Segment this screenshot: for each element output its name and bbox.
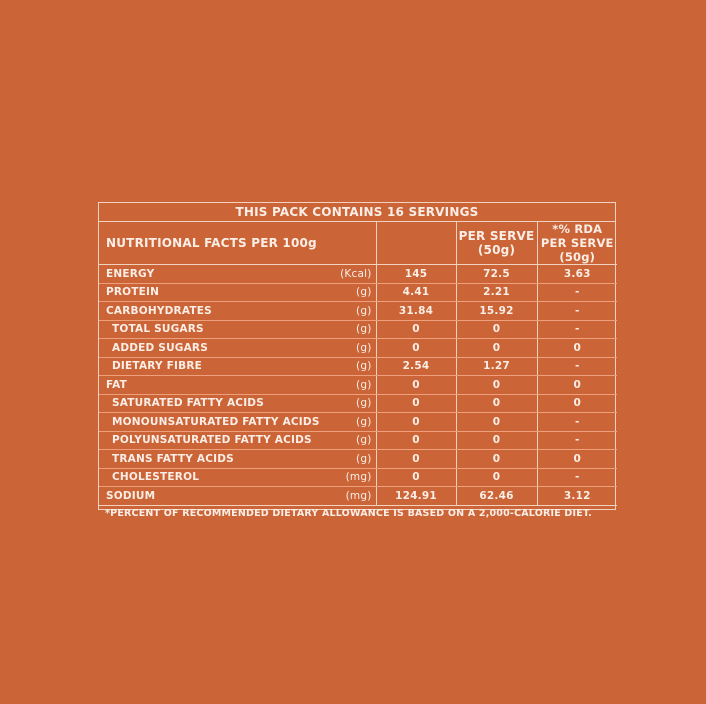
value-rda: -	[537, 302, 617, 321]
value-per-100g: 0	[376, 376, 456, 395]
nutrition-facts-panel	[98, 202, 616, 519]
nutrient-unit: (g)	[332, 357, 376, 376]
nutrient-name: TOTAL SUGARS	[99, 320, 332, 339]
value-rda: -	[537, 413, 617, 432]
value-rda: 3.63	[537, 265, 617, 284]
nutrient-unit: (Kcal)	[332, 265, 376, 284]
nutrient-name: DIETARY FIBRE	[99, 357, 332, 376]
table-row	[99, 283, 617, 302]
table-row	[99, 468, 617, 487]
nutrient-name: MONOUNSATURATED FATTY ACIDS	[99, 413, 332, 432]
value-per-100g: 31.84	[376, 302, 456, 321]
value-per-serve: 0	[456, 376, 537, 395]
value-per-100g: 0	[376, 394, 456, 413]
value-per-serve: 1.27	[456, 357, 537, 376]
value-per-serve: 15.92	[456, 302, 537, 321]
value-rda: -	[537, 283, 617, 302]
table-row	[99, 450, 617, 469]
nutrition-rows	[99, 265, 617, 506]
table-row	[99, 376, 617, 395]
servings-title: THIS PACK CONTAINS 16 SERVINGS	[99, 203, 615, 222]
value-rda: 0	[537, 339, 617, 358]
value-rda: 0	[537, 376, 617, 395]
value-per-100g: 0	[376, 413, 456, 432]
header-per-serve: PER SERVE (50g)	[456, 222, 537, 265]
value-rda: 0	[537, 394, 617, 413]
value-per-serve: 0	[456, 339, 537, 358]
table-header-row	[99, 222, 617, 265]
value-per-100g: 145	[376, 265, 456, 284]
nutrient-name: CHOLESTEROL	[99, 468, 332, 487]
nutrient-unit: (g)	[332, 450, 376, 469]
nutrient-name: TRANS FATTY ACIDS	[99, 450, 332, 469]
nutrient-unit: (g)	[332, 394, 376, 413]
value-per-serve: 2.21	[456, 283, 537, 302]
nutrient-name: FAT	[99, 376, 332, 395]
value-rda: -	[537, 357, 617, 376]
nutrient-name: ENERGY	[99, 265, 332, 284]
value-rda: -	[537, 431, 617, 450]
nutrient-unit: (mg)	[332, 487, 376, 506]
value-per-serve: 72.5	[456, 265, 537, 284]
value-rda: -	[537, 320, 617, 339]
nutrient-name: CARBOHYDRATES	[99, 302, 332, 321]
nutrient-unit: (g)	[332, 376, 376, 395]
nutrient-unit: (g)	[332, 413, 376, 432]
value-per-serve: 0	[456, 394, 537, 413]
nutrient-name: ADDED SUGARS	[99, 339, 332, 358]
nutrient-name: SODIUM	[99, 487, 332, 506]
nutrient-unit: (g)	[332, 339, 376, 358]
value-per-100g: 0	[376, 468, 456, 487]
header-rda: *% RDA PER SERVE (50g)	[537, 222, 617, 265]
nutrient-unit: (g)	[332, 431, 376, 450]
table-row	[99, 487, 617, 506]
rda-footnote: *PERCENT OF RECOMMENDED DIETARY ALLOWANCE IS BASED ON A 2,000-CALORIE DIET.	[105, 507, 592, 519]
value-rda: -	[537, 468, 617, 487]
value-per-serve: 0	[456, 450, 537, 469]
table-row	[99, 357, 617, 376]
value-per-serve: 62.46	[456, 487, 537, 506]
table-row	[99, 302, 617, 321]
nutrient-name: POLYUNSATURATED FATTY ACIDS	[99, 431, 332, 450]
nutrition-table	[99, 222, 617, 506]
value-per-serve: 0	[456, 431, 537, 450]
table-row	[99, 339, 617, 358]
table-row	[99, 413, 617, 432]
value-per-100g: 0	[376, 431, 456, 450]
table-row	[99, 320, 617, 339]
value-per-100g: 4.41	[376, 283, 456, 302]
nutrient-unit: (g)	[332, 302, 376, 321]
table-row	[99, 394, 617, 413]
value-per-100g: 124.91	[376, 487, 456, 506]
nutrient-unit: (g)	[332, 283, 376, 302]
table-row	[99, 265, 617, 284]
header-per100-blank	[376, 222, 456, 265]
value-rda: 0	[537, 450, 617, 469]
value-per-100g: 0	[376, 450, 456, 469]
value-per-100g: 2.54	[376, 357, 456, 376]
value-per-serve: 0	[456, 468, 537, 487]
value-per-100g: 0	[376, 320, 456, 339]
nutrient-name: SATURATED FATTY ACIDS	[99, 394, 332, 413]
value-per-100g: 0	[376, 339, 456, 358]
value-rda: 3.12	[537, 487, 617, 506]
nutrient-name: PROTEIN	[99, 283, 332, 302]
value-per-serve: 0	[456, 413, 537, 432]
nutrient-unit: (g)	[332, 320, 376, 339]
nutrient-unit: (mg)	[332, 468, 376, 487]
header-nutritional-facts: NUTRITIONAL FACTS PER 100g	[99, 222, 376, 265]
value-per-serve: 0	[456, 320, 537, 339]
table-row	[99, 431, 617, 450]
